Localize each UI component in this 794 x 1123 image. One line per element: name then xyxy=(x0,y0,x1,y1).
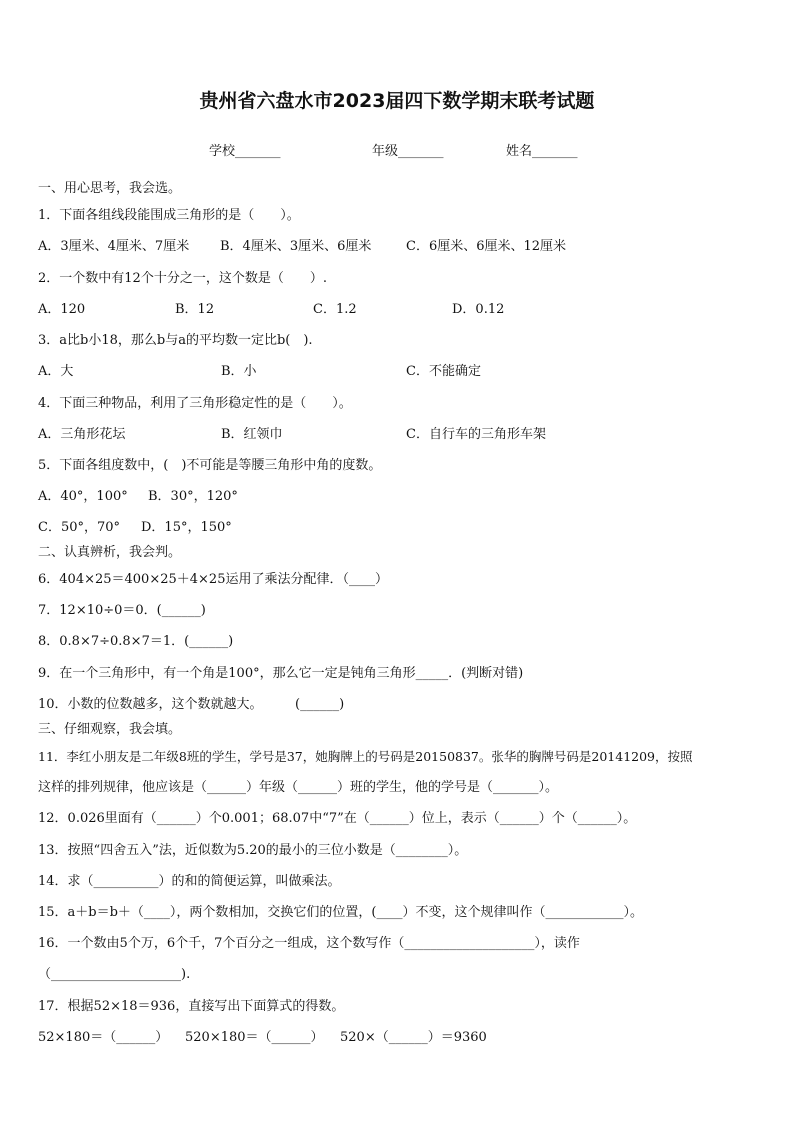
question-13: 13．按照“四舍五入”法，近似数为5.20的最小的三位小数是（________）。 xyxy=(38,843,468,858)
q2-option-b: B．12 xyxy=(175,302,215,317)
section-heading-3: 三、仔细观察，我会填。 xyxy=(38,722,182,737)
q4-option-a: A．三角形花坛 xyxy=(38,427,126,442)
question-5: 5．下面各组度数中，( )不可能是等腰三角形中角的度数。 xyxy=(38,458,382,473)
q4-option-b: B．红领巾 xyxy=(221,427,283,442)
page-title: 贵州省六盘水市2023届四下数学期末联考试题 xyxy=(199,90,595,112)
question-9: 9．在一个三角形中，有一个角是100°，那么它一定是钝角三角形_____．(判断对错) xyxy=(38,666,524,681)
q1-option-c: C．6厘米、6厘米、12厘米 xyxy=(406,239,567,254)
q17-expression-3: 520×（______）＝9360 xyxy=(340,1030,487,1045)
q2-option-d: D．0.12 xyxy=(452,302,505,317)
q5-option-a: A．40°，100° xyxy=(38,489,128,504)
question-1: 1．下面各组线段能围成三角形的是（ ）。 xyxy=(38,208,300,223)
question-3: 3．a比b小18，那么b与a的平均数一定比b( ). xyxy=(38,333,313,348)
question-2: 2．一个数中有12个十分之一，这个数是（ ）. xyxy=(38,271,327,286)
school-field: 学校_______ xyxy=(209,144,281,159)
question-17: 17．根据52×18＝936，直接写出下面算式的得数。 xyxy=(38,999,345,1014)
q5-option-d: D．15°，150° xyxy=(141,520,232,535)
question-6: 6．404×25＝400×25＋4×25运用了乘法分配律．（____） xyxy=(38,572,388,587)
question-11-line-1: 11．李红小朋友是二年级8班的学生，学号是37，她胸牌上的号码是20150837。张华的胸牌号码是20141209，按照 xyxy=(38,749,693,764)
name-field: 姓名_______ xyxy=(506,144,578,159)
q5-option-c: C．50°，70° xyxy=(38,520,121,535)
question-16-line-1: 16．一个数由5个万，6个千，7个百分之一组成，这个数写作（____________________），读作 xyxy=(38,936,580,951)
q1-option-a: A．3厘米、4厘米、7厘米 xyxy=(38,239,190,254)
q17-expression-1: 52×180＝（______） xyxy=(38,1030,169,1045)
q5-option-b: B．30°，120° xyxy=(148,489,238,504)
question-16-line-2: （____________________). xyxy=(38,967,191,982)
q1-option-b: B．4厘米、3厘米、6厘米 xyxy=(220,239,372,254)
q2-option-a: A．120 xyxy=(38,302,86,317)
question-12: 12．0.026里面有（______）个0.001；68.07中“7”在（______）位上，表示（______）个（______）。 xyxy=(38,811,637,826)
question-8: 8．0.8×7÷0.8×7＝1．(______) xyxy=(38,634,234,649)
q17-expression-2: 520×180＝（______） xyxy=(185,1030,324,1045)
q3-option-c: C．不能确定 xyxy=(406,364,481,379)
q2-option-c: C．1.2 xyxy=(313,302,357,317)
question-7: 7．12×10÷0＝0．(______) xyxy=(38,603,206,618)
q3-option-a: A．大 xyxy=(38,364,74,379)
question-10: 10．小数的位数越多，这个数就越大。 (______) xyxy=(38,697,345,712)
section-heading-1: 一、用心思考，我会选。 xyxy=(38,181,182,196)
question-15: 15．a＋b＝b＋（____），两个数相加，交换它们的位置，(____）不变，这个规律叫作（____________）。 xyxy=(38,905,644,920)
q4-option-c: C．自行车的三角形车架 xyxy=(406,427,546,442)
question-4: 4．下面三种物品，利用了三角形稳定性的是（ ）。 xyxy=(38,396,352,411)
q3-option-b: B．小 xyxy=(221,364,257,379)
section-heading-2: 二、认真辨析，我会判。 xyxy=(38,545,182,560)
grade-field: 年级_______ xyxy=(372,144,444,159)
question-11-line-2: 这样的排列规律，他应该是（______）年级（______）班的学生，他的学号是（_______）。 xyxy=(38,780,559,795)
question-14: 14．求（__________）的和的简便运算，叫做乘法。 xyxy=(38,874,341,889)
